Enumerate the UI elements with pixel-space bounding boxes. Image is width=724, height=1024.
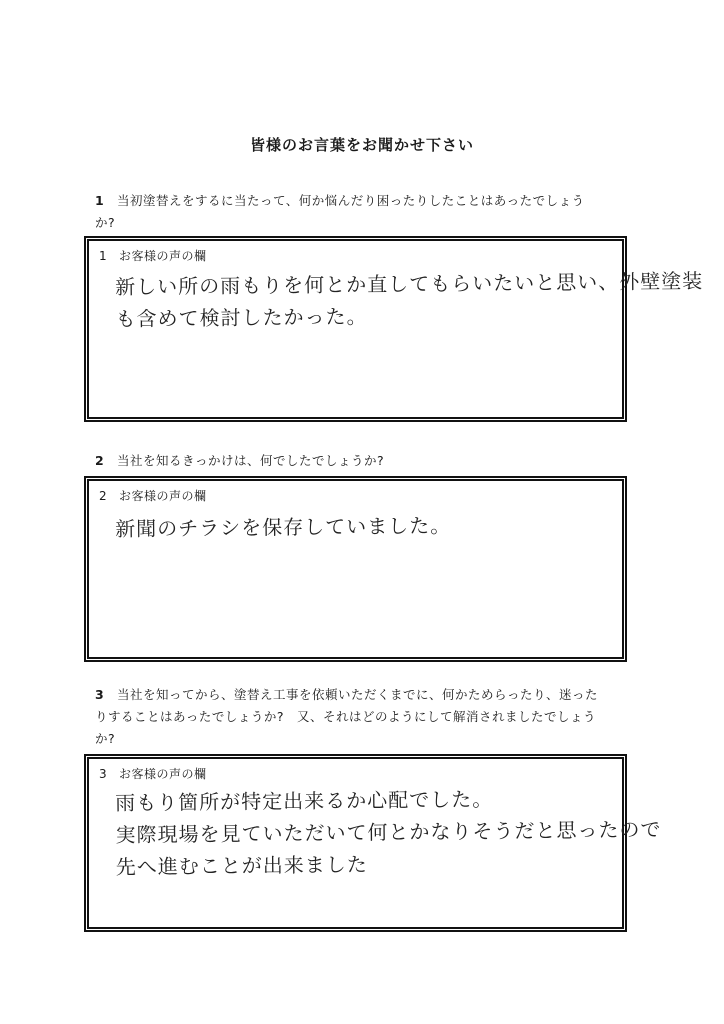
box-label-number: 2	[99, 489, 108, 503]
box-label	[99, 765, 207, 782]
question-2	[95, 450, 635, 472]
question-number: 1	[95, 193, 105, 208]
question-number: 3	[95, 687, 105, 702]
answer-line: 新しい所の雨もりを何とか直してもらいたいと思い、外壁塗装	[115, 268, 704, 299]
answer-line: も含めて検討したかった。	[115, 304, 368, 331]
box-label-text: お客様の声の欄	[119, 489, 207, 503]
box-label-number: 1	[99, 249, 108, 263]
question-text-line: か?	[95, 731, 116, 746]
box-label	[99, 487, 207, 504]
question-text-line: りすることはあったでしょうか? 又、それはどのようにして解消されましたでしょう	[95, 709, 597, 724]
answer-box-2	[84, 476, 627, 662]
question-text-line: 当社を知ってから、塗替え工事を依頼いただくまでに、何かためらったり、迷った	[117, 687, 599, 702]
handwritten-answer	[115, 509, 451, 545]
question-number: 2	[95, 453, 105, 468]
question-text-line: 当初塗替えをするに当たって、何か悩んだり困ったりしたことはあったでしょう	[117, 193, 585, 208]
box-label-text: お客様の声の欄	[119, 767, 207, 781]
question-1	[95, 190, 635, 234]
box-label	[99, 247, 207, 264]
box-label-number: 3	[99, 767, 108, 781]
answer-line: 先へ進むことが出来ました	[115, 852, 368, 879]
handwritten-answer	[115, 265, 704, 335]
answer-line: 実際現場を見ていただいて何とかなりそうだと思ったので	[115, 817, 662, 847]
answer-line: 新聞のチラシを保存していました。	[115, 513, 452, 541]
handwritten-answer	[115, 781, 662, 883]
answer-line: 雨もり箇所が特定出来るか心配でした。	[115, 787, 494, 815]
page-title: 皆様のお言葉をお聞かせ下さい	[249, 136, 474, 154]
question-text-line: か?	[95, 215, 116, 230]
answer-box-1	[84, 236, 704, 422]
question-3	[95, 684, 635, 750]
answer-box-3	[84, 754, 662, 932]
box-label-text: お客様の声の欄	[119, 249, 207, 263]
question-text-line: 当社を知るきっかけは、何でしたでしょうか?	[117, 453, 385, 468]
